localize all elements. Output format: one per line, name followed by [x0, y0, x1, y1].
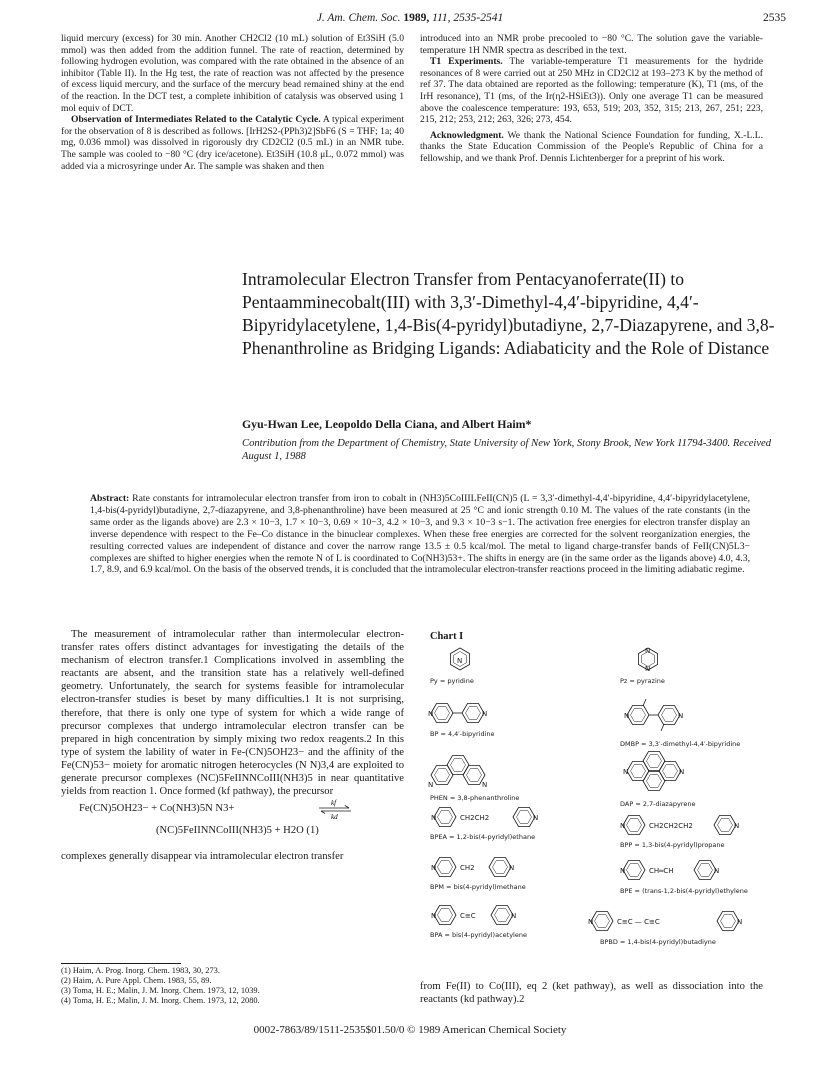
bipyridine-structure	[428, 704, 487, 723]
n-atom-label: N	[482, 781, 488, 789]
continuation-paragraph: complexes generally disappear via intramolecular electron transfer	[61, 851, 344, 863]
n-atom-label: N	[431, 814, 437, 822]
bpea-bridge-label: CH2CH2	[460, 814, 490, 822]
n-atom-label: N	[714, 867, 720, 875]
previous-article-left-column	[61, 33, 404, 172]
body-left-column	[61, 628, 404, 863]
bpm-structure	[431, 858, 514, 877]
diazapyrene-structure	[623, 752, 684, 791]
t1-heading: T1 Experiments.	[430, 56, 503, 68]
nmr-paragraph: introduced into an NMR probe precooled to −80 °C. The solution gave the variable-temperature 1H NMR spectra as described in the text.	[420, 33, 763, 56]
n-atom-label: N	[509, 864, 515, 872]
journal-citation	[0, 12, 820, 24]
n-atom-label: N	[431, 864, 437, 872]
bpa-bridge-label: C≡C	[460, 912, 476, 920]
caption-py: Py = pyridine	[430, 677, 474, 685]
n-atom-label: N	[734, 822, 740, 830]
caption-bpa: BPA = bis(4-pyridyl)acetylene	[430, 931, 527, 939]
n-atom-label: N	[623, 768, 629, 776]
caption-bpbd: BPBD = 1,4-bis(4-pyridyl)butadiyne	[600, 938, 716, 946]
caption-dap: DAP = 2,7-diazapyrene	[620, 800, 696, 808]
copyright-line: 0002-7863/89/1511-2535$01.50/0 © 1989 American Chemical Society	[253, 1024, 567, 1036]
n-atom-label: N	[431, 912, 437, 920]
abstract-label: Abstract:	[90, 493, 130, 504]
footnote-4: (4) Toma, H. E.; Malin, J. M. Inorg. Chem. 1973, 12, 2080.	[61, 996, 260, 1006]
kf-label: kf	[331, 799, 337, 808]
phenanthroline-structure	[428, 756, 487, 790]
footnote-1: (1) Haim, A. Prog. Inorg. Chem. 1983, 30, 273.	[61, 966, 220, 975]
caption-bp: BP = 4,4′-bipyridine	[430, 730, 495, 738]
caption-bpea: BPEA = 1,2-bis(4-pyridyl)ethane	[430, 833, 536, 841]
caption-pz: Pz = pyrazine	[620, 677, 665, 685]
footnotes	[61, 966, 404, 1006]
bpbd-bridge-label: C≡C — C≡C	[617, 918, 660, 926]
caption-phen: PHEN = 3,8-phenanthroline	[430, 794, 520, 802]
n-atom-label: N	[428, 710, 434, 718]
footnote-divider	[61, 963, 181, 964]
caption-bpp: BPP = 1,3-bis(4-pyridyl)propane	[620, 841, 725, 849]
n-atom-label: N	[457, 657, 463, 665]
running-head	[0, 12, 820, 28]
page-number: 2535	[763, 12, 786, 24]
journal-volume-pages: 111, 2535-2541	[432, 12, 504, 24]
bpa-structure	[431, 906, 516, 925]
equation-1	[61, 798, 404, 850]
acknowledgment-heading: Acknowledgment.	[430, 129, 504, 141]
intermediates-text: A typical experiment for the observation of 8 is described as follows. [IrH2S2-(PPh3)2]SbF6 (S = THF; 1a; 40 mg, 0.036 mmol) was dissolved in rigorously dry CD2Cl2 (0.5 mL) in an NMR tube. The sample was cooled to −80 °C (dry ice/acetone). Et3SiH (10.8 μL, 0.072 mmol) was added via a microsyringe under Ar. The sample was shaken and then	[61, 114, 404, 172]
intermediates-heading: Observation of Intermediates Related to the Catalytic Cycle.	[71, 114, 321, 126]
footnote-2: (2) Haim, A. Pure Appl. Chem. 1983, 55, 89.	[61, 976, 212, 986]
acknowledgment-text: We thank the National Science Foundation for funding, X.-L.L. thanks the State Education Commission of the People's Republic of China for a fellowship, and we thank Prof. Dennis Lichtenberger for a preprint of his work.	[420, 129, 763, 164]
chart-i-structures	[420, 645, 780, 965]
chart-title: Chart I	[430, 631, 464, 642]
bpm-bridge-label: CH2	[460, 864, 475, 872]
abstract-text: Rate constants for intramolecular electron transfer from iron to cobalt in (NH3)5CoIIILFeII(CN)5 (L = 3,3′-dimethyl-4,4′-bipyridine, 4,4′-bipyridylacetylene, 1,4-bis(4-pyridyl)butadiyne, 2,7-diazapyrene, and 3,8-phenanthroline) have been measured at 25 °C and ionic strength 0.10 M. The values of the rate constants (in the same order as the ligands above) are 2.3 × 10−3, 1.7 × 10−3, 0.69 × 10−3, 4.2 × 10−3, and 9.3 × 10−3 s−1. The activation free energies for electron transfer display an inverse dependence with respect to the Fe–Co distance in the binuclear complexes. When these free energies are corrected for the solvent reorganization energies, the resulting corrected values are independent of distance and cover the narrow range 13.5 ± 0.5 kcal/mol. The metal to ligand charge-transfer bands of FeII(CN)5L3− complexes are shifted to higher energies when the remote N of L is coordinated to Co(NH3)53+. The shifts in energy are (in the same order as the ligands above) 4.0, 4.3, 1.7, 8.9, and 6.9 kcal/mol. On the basis of the observed trends, it is concluded that the intramolecular electron-transfer reactions proceed in the limiting adiabatic regime.	[90, 493, 750, 576]
bpe-structure	[620, 861, 719, 880]
bpbd-structure	[588, 912, 742, 931]
n-atom-label: N	[679, 768, 685, 776]
structures-drawing	[420, 645, 780, 965]
kd-label: kd	[331, 813, 338, 821]
body-right-column-text: from Fe(II) to Co(III), eq 2 (ket pathway), as well as dissociation into the reactants (kd pathway).2	[420, 981, 763, 1006]
n-atom-label: N	[678, 712, 684, 720]
footnote-3: (3) Toma, H. E.; Malin, J. M. Inorg. Chem. 1973, 12, 1039.	[61, 986, 260, 996]
n-atom-label: N	[511, 912, 517, 920]
equation-1-reactants: Fe(CN)5OH23− + Co(NH3)5N N3+	[79, 803, 235, 815]
previous-article-right-column	[420, 33, 763, 165]
n-atom-label: N	[645, 647, 651, 655]
t1-text: The variable-temperature T1 measurements for the hydride resonances of 8 were carried out at 250 MHz in CD2Cl2 at 193–273 K by the method of ref 37. The data obtained are reported as the following: temperature (K), T1 (ms, of the IrH resonance), T1 (ms, of the Ir(η2-HSiEt3)). Only one average T1 can be measured above the coalescence temperature: 193, 653, 519; 203, 352, 315; 213, 267, 251; 223, 215, 212; 253, 212; 263, 326; 273, 454.	[420, 56, 763, 126]
bpp-bridge-label: CH2CH2CH2	[649, 822, 693, 830]
n-atom-label: N	[588, 918, 594, 926]
bpe-bridge-label: CH═CH	[649, 867, 674, 875]
pyrazine-structure	[639, 647, 658, 673]
equation-1-products: (NC)5FeIINNCoIII(NH3)5 + H2O (1)	[156, 825, 319, 837]
intermediates-paragraph	[61, 114, 404, 172]
article-authors: Gyu-Hwan Lee, Leopoldo Della Ciana, and Albert Haim*	[242, 417, 532, 431]
n-atom-label: N	[620, 867, 626, 875]
n-atom-label: N	[737, 918, 743, 926]
caption-bpe: BPE = (trans-1,2-bis(4-pyridyl)ethylene	[620, 887, 748, 895]
intro-paragraph: The measurement of intramolecular rather than intermolecular electron-transfer rates offers distinct advantages for investigating the details of the mechanism of electron transfer.1 Complications involved in assembling the reactants are absent, and the transition state has a relatively well-defined geometry. Unfortunately, the search for systems feasible for intramolecular electron-transfer studies is beset by many difficulties.1 It is not surprising, therefore, that there is only one type of system for which a wide range of precursor complexes that undergo intramolecular electron transfer can be prepared in high concentration by simply mixing two redox reagents.2 In this type of system the lability of water in Fe-(CN)5OH23− and the affinity of the Fe(CN)53− moiety for aromatic nitrogen heterocycles (N N)3,4 are exploited to generate precursor complexes (NC)5FeIINNCoIII(NH3)5 in near quantitative yields from reaction 1. Once formed (kf pathway), the precursor	[61, 629, 404, 798]
equilibrium-arrow	[317, 798, 353, 824]
dimethylbipyridine-structure	[624, 699, 683, 731]
n-atom-label: N	[533, 814, 539, 822]
journal-name: J. Am. Chem. Soc.	[316, 12, 401, 24]
n-atom-label: N	[428, 781, 434, 789]
t1-paragraph	[420, 56, 763, 126]
bpp-structure	[620, 816, 739, 835]
journal-year: 1989,	[403, 12, 430, 24]
n-atom-label: N	[624, 712, 630, 720]
n-atom-label: N	[482, 710, 488, 718]
abstract	[90, 493, 750, 576]
n-atom-label: N	[620, 822, 626, 830]
article-title: Intramolecular Electron Transfer from Pentacyanoferrate(II) to Pentaamminecobalt(III) with 3,3′-Dimethyl-4,4′-bipyridine, 4,4′-Bipyridylacetylene, 1,4-Bis(4-pyridyl)butadiyne, 2,7-Diazapyrene, and 3,8-Phenanthroline as Bridging Ligands: Adiabaticity and the Role of Distance	[242, 269, 775, 358]
bpea-structure	[431, 808, 538, 827]
n-atom-label: N	[645, 665, 651, 673]
acknowledgment-paragraph	[420, 130, 763, 165]
caption-dmbp: DMBP = 3,3′-dimethyl-4,4′-bipyridine	[620, 740, 741, 748]
caption-bpm: BPM = bis(4-pyridyl)methane	[430, 883, 526, 891]
experimental-paragraph: liquid mercury (excess) for 30 min. Another CH2Cl2 (10 mL) solution of Et3SiH (5.0 mmol) was then added from the addition funnel. The rate of reaction, determined by following hydrogen evolution, was compared with the rate obtained in the absence of an inhibitor (Table II). In the Hg test, the rate of reaction was not affected by the presence of excess liquid mercury, and the surface of the mercury bead remained shiny at the end of the reaction. In the DCT test, a complete inhibition of catalysis was observed using 1 mol equiv of DCT.	[61, 33, 404, 114]
article-affiliation: Contribution from the Department of Chemistry, State University of New York, Stony Brook, New York 11794-3400. Received August 1, 1988	[242, 438, 772, 462]
pyridine-structure	[451, 648, 470, 670]
